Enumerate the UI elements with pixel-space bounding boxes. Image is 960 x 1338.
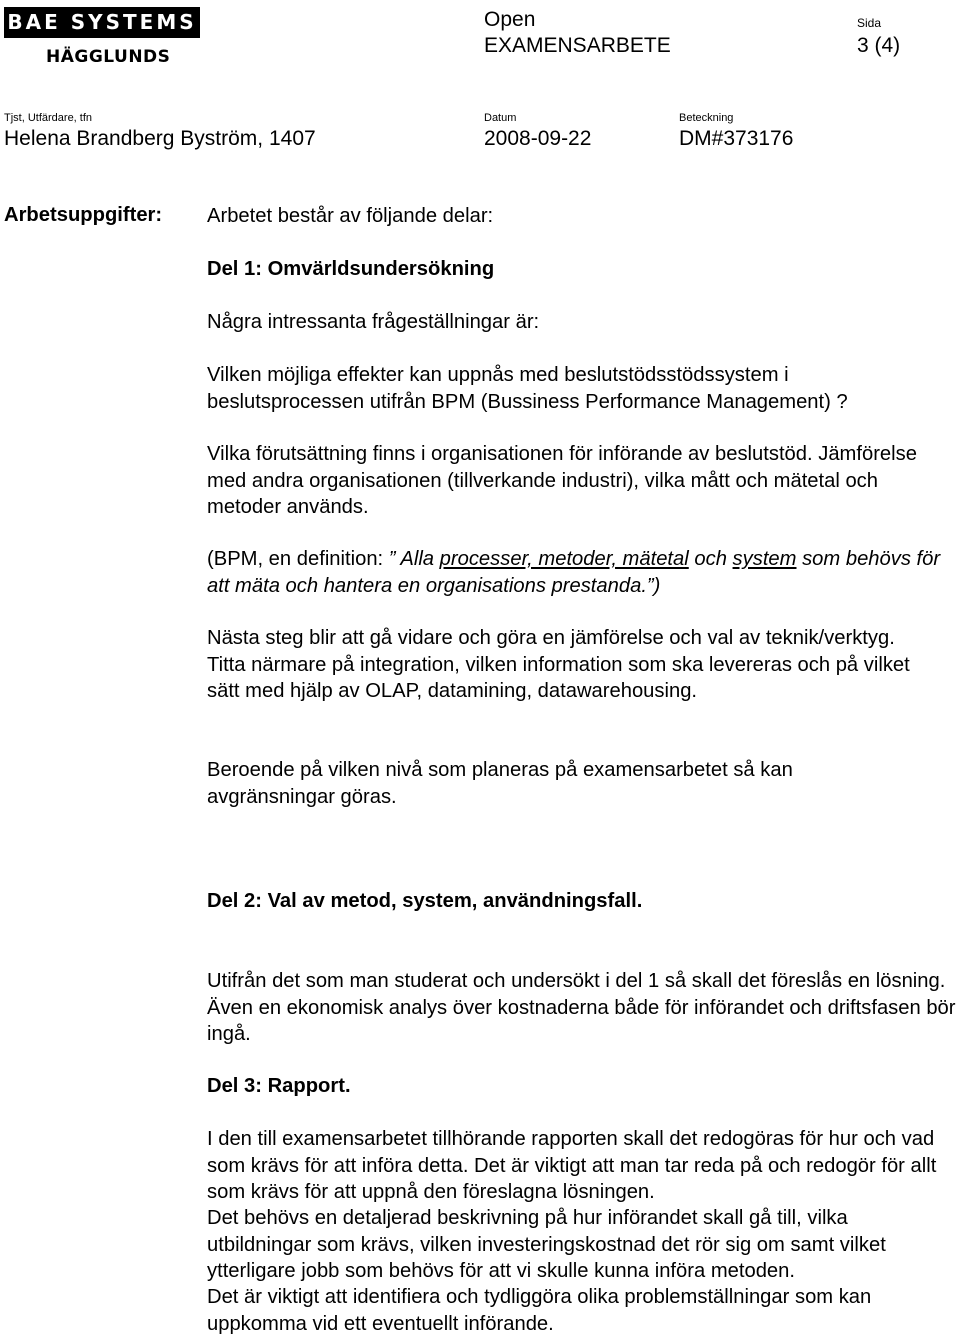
part2-heading: Del 2: Val av metod, system, användningsfall.: [207, 890, 643, 912]
issuer-label: Tjst, Utfärdare, tfn: [4, 112, 93, 124]
bpm-underlined-terms: processer, metoder, mätetal: [439, 548, 689, 570]
intro-text: Arbetet består av följande delar:: [207, 205, 494, 227]
question-1: Vilken möjliga effekter kan uppnås med beslutstödsstödssystem i beslutsprocessen utifrån BPM (Bussiness Performance Management) ?: [207, 364, 848, 413]
part3-text-1: I den till examensarbetet tillhörande rapporten skall det redogöras för hur och vad som krävs för att införa detta. Det är viktigt att man tar reda på och redogör för allt som krävs för att uppnå den föreslagna lösningen.: [207, 1128, 937, 1203]
reference-value: DM#373176: [679, 127, 794, 150]
bpm-underlined-system: system: [732, 548, 797, 570]
bpm-prefix: (BPM, en definition:: [207, 548, 389, 570]
bpm-definition: [207, 546, 947, 599]
classification: Open: [484, 8, 536, 31]
part1-heading: Del 1: Omvärldsundersökning: [207, 258, 495, 280]
part3-text-2: Det behövs en detaljerad beskrivning på hur införandet skall gå till, vilka utbildningar som krävs, vilken investeringskostnad det rör sig om samt vilket ytterligare jobb som behövs för att vi skulle kunna införa metoden.: [207, 1207, 886, 1282]
reference-label: Beteckning: [679, 112, 734, 124]
page-label: Sida: [857, 16, 882, 30]
section-label: Arbetsuppgifter:: [4, 204, 163, 226]
logo-text: BAE SYSTEMS: [7, 10, 197, 34]
company-logo: [4, 7, 200, 38]
logo-subtitle: HÄGGLUNDS: [46, 47, 171, 67]
part2-text: Utifrån det som man studerat och undersökt i del 1 så skall det föreslås en lösning. Även en ekonomisk analys över kostnaderna både för införandet och driftsfasen bör ingå.: [207, 970, 956, 1045]
next-step-text: Nästa steg blir att gå vidare och göra en jämförelse och val av teknik/verktyg. Titta närmare på integration, vilken information som ska levereras och på vilket sätt med hjälp av OLAP, datamining, datawarehousing.: [207, 627, 910, 702]
page-number: 3 (4): [857, 34, 901, 57]
date-value: 2008-09-22: [484, 127, 592, 150]
part3-heading: Del 3: Rapport.: [207, 1075, 351, 1097]
part3-text-3: Det är viktigt att identifiera och tydliggöra olika problemställningar som kan uppkomma vid ett eventuellt införande.: [207, 1286, 872, 1335]
question-2: Vilka förutsättning finns i organisationen för införande av beslutstöd. Jämförelse med andra organisationen (tillverkande industri), vilka mått och mätetal och metoder används.: [207, 443, 917, 518]
scope-text: Beroende på vilken nivå som planeras på examensarbetet så kan avgränsningar göras.: [207, 759, 793, 808]
issuer-value: Helena Brandberg Byström, 1407: [4, 127, 316, 150]
date-label: Datum: [484, 112, 517, 124]
bpm-quote-a: ” Alla processer, metoder, mätetal och system som behövs för att mäta och hantera en organisations prestanda.”): [207, 548, 941, 597]
questions-intro: Några intressanta frågeställningar är:: [207, 311, 540, 333]
document-type: EXAMENSARBETE: [484, 34, 671, 57]
